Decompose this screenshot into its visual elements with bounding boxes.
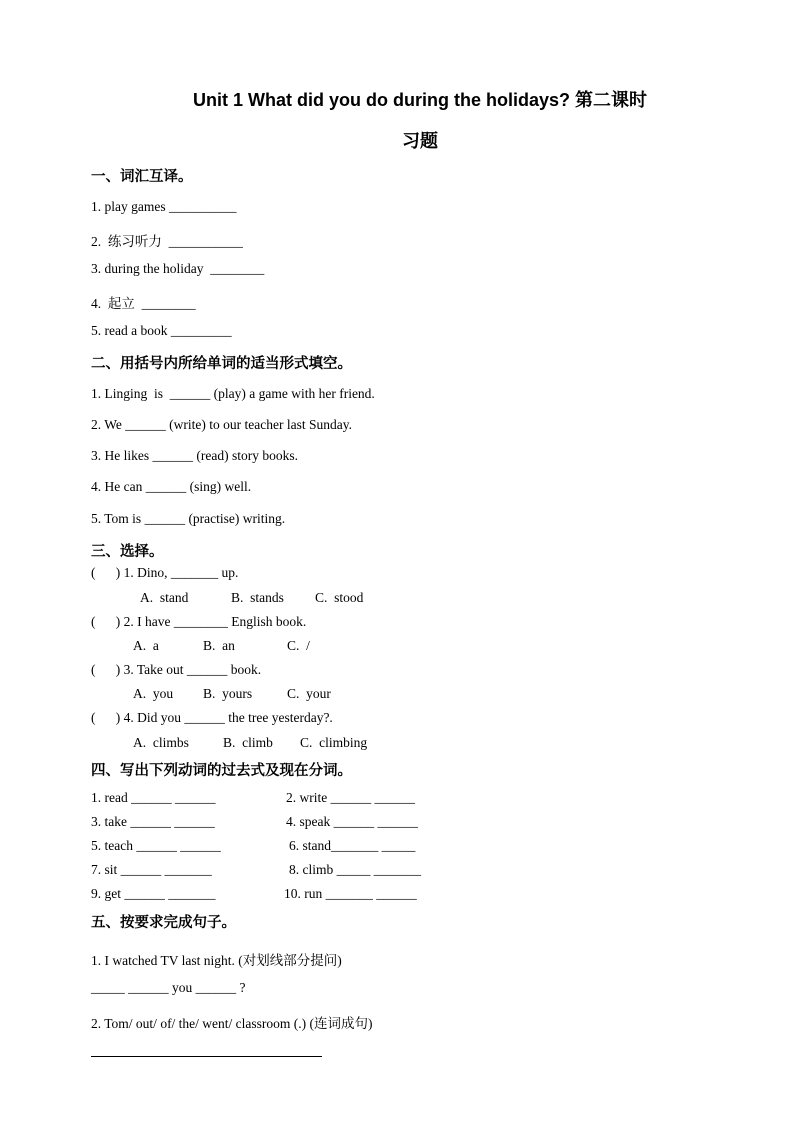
fill-item-5: 5. Tom is ______ (practise) writing.	[91, 511, 286, 526]
choice-1-option-b: B. stands	[231, 590, 284, 605]
vocab-item-5: 5. read a book _________	[91, 323, 232, 338]
verb-item-8: 8. climb _____ _______	[289, 862, 421, 877]
verb-item-5: 5. teach ______ ______	[91, 838, 221, 853]
choice-2-option-b: B. an	[203, 638, 235, 653]
verb-item-2: 2. write ______ ______	[286, 790, 415, 805]
choice-3-option-c: C. your	[287, 686, 331, 701]
choice-2-option-c: C. /	[287, 638, 310, 653]
choice-4-option-b: B. climb	[223, 735, 273, 750]
fill-item-4: 4. He can ______ (sing) well.	[91, 479, 252, 494]
choice-1-option-a: A. stand	[140, 590, 189, 605]
verb-item-10: 10. run _______ ______	[284, 886, 417, 901]
choice-question-3: ( ) 3. Take out ______ book.	[91, 662, 262, 677]
answer-blank-line	[91, 1056, 322, 1057]
page-subtitle: 习题	[402, 131, 438, 152]
section-heading-3: 三、选择。	[91, 544, 164, 560]
choice-question-4: ( ) 4. Did you ______ the tree yesterday?.	[91, 710, 333, 725]
verb-item-7: 7. sit ______ _______	[91, 862, 212, 877]
sentence-item-1: 1. I watched TV last night. (对划线部分提问)	[91, 953, 342, 968]
section-heading-1: 一、词汇互译。	[91, 169, 193, 185]
vocab-item-3: 3. during the holiday ________	[91, 261, 265, 276]
section-heading-2: 二、用括号内所给单词的适当形式填空。	[91, 356, 352, 372]
choice-4-option-a: A. climbs	[133, 735, 189, 750]
section-heading-4: 四、写出下列动词的过去式及现在分词。	[91, 763, 352, 779]
choice-3-option-b: B. yours	[203, 686, 253, 701]
choice-4-option-c: C. climbing	[300, 735, 368, 750]
verb-item-4: 4. speak ______ ______	[286, 814, 418, 829]
page-title: Unit 1 What did you do during the holidays? 第二课时	[193, 90, 647, 110]
choice-2-option-a: A. a	[133, 638, 159, 653]
vocab-item-1: 1. play games __________	[91, 199, 237, 214]
choice-question-2: ( ) 2. I have ________ English book.	[91, 614, 307, 629]
verb-item-3: 3. take ______ ______	[91, 814, 215, 829]
verb-item-9: 9. get ______ _______	[91, 886, 216, 901]
verb-item-1: 1. read ______ ______	[91, 790, 216, 805]
fill-item-3: 3. He likes ______ (read) story books.	[91, 448, 298, 463]
sentence-answer-1: _____ ______ you ______ ?	[91, 980, 246, 995]
choice-3-option-a: A. you	[133, 686, 174, 701]
choice-1-option-c: C. stood	[315, 590, 364, 605]
section-heading-5: 五、按要求完成句子。	[91, 915, 236, 931]
fill-item-2: 2. We ______ (write) to our teacher last Sunday.	[91, 417, 352, 432]
vocab-item-2: 2. 练习听力 ___________	[91, 234, 243, 249]
fill-item-1: 1. Linging is ______ (play) a game with her friend.	[91, 386, 375, 401]
vocab-item-4: 4. 起立 ________	[91, 296, 196, 311]
choice-question-1: ( ) 1. Dino, _______ up.	[91, 565, 239, 580]
sentence-item-2: 2. Tom/ out/ of/ the/ went/ classroom (.) (连词成句)	[91, 1016, 373, 1031]
verb-item-6: 6. stand_______ _____	[289, 838, 416, 853]
